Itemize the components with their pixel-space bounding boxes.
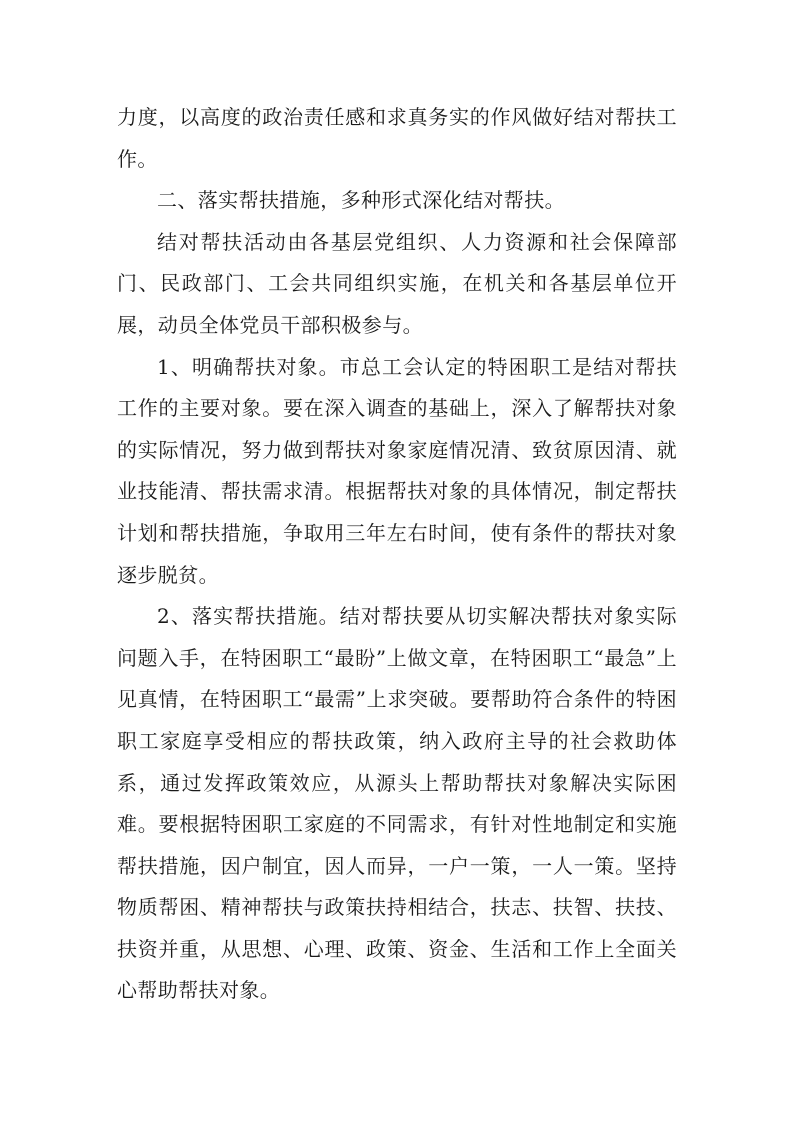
- section-heading-2: 二、落实帮扶措施，多种形式深化结对帮扶。: [157, 188, 565, 213]
- paragraph-item-1: 1、明确帮扶对象。市总工会认定的特困职工是结对帮扶工作的主要对象。要在深入调查的基础上，深入了解帮扶对象的实际情况，努力做到帮扶对象家庭情况清、致贫原因清、就业技能清、帮扶需求清。根据帮扶对象的具体情况，制定帮扶计划和帮扶措施，争取用三年左右时间，使有条件的帮扶对象逐步脱贫。: [117, 354, 677, 587]
- paragraph-item-2: 2、落实帮扶措施。结对帮扶要从切实解决帮扶对象实际问题入手，在特困职工“最盼”上做文章，在特困职工“最急”上见真情，在特困职工“最需”上求突破。要帮助符合条件的特困职工家庭享受相应的帮扶政策，纳入政府主导的社会救助体系，通过发挥政策效应，从源头上帮助帮扶对象解决实际困难。要根据特困职工家庭的不同需求，有针对性地制定和实施帮扶措施，因户制宜，因人而异，一户一策，一人一策。坚持物质帮困、精神帮扶与政策扶持相结合，扶志、扶智、扶技、扶资并重，从思想、心理、政策、资金、生活和工作上全面关心帮助帮扶对象。: [117, 604, 677, 1003]
- paragraph-organization: 结对帮扶活动由各基层党组织、人力资源和社会保障部门、民政部门、工会共同组织实施，在机关和各基层单位开展，动员全体党员干部积极参与。: [117, 229, 677, 337]
- paragraph-continuation: 力度，以高度的政治责任感和求真务实的作风做好结对帮扶工作。: [117, 105, 677, 171]
- document-body: [117, 97, 677, 1012]
